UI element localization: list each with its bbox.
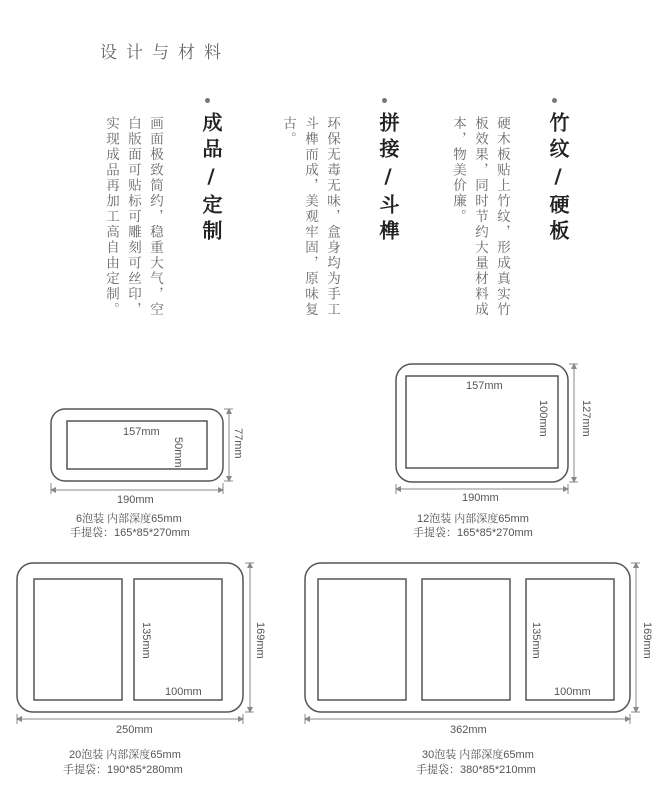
box-30-caption-bag: 手提袋：380*85*210mm	[416, 764, 536, 776]
box-6-caption-bag: 手提袋：165*85*270mm	[70, 527, 190, 539]
box-20-pack-diagram	[17, 563, 254, 724]
box-20-inner-width-label: 100mm	[165, 686, 202, 698]
box-6-pack-diagram	[51, 409, 233, 494]
box-30-caption-depth: 30泡装 内部深度65mm	[422, 749, 534, 761]
feature-1-heading: 竹纹/硬板	[546, 112, 570, 246]
box-6-outer-width-label: 190mm	[117, 494, 154, 506]
feature-3-body: 画面极致简约，稳重大气，空白版面可贴标可雕刻可丝印，实现成品再加工高自由定制。	[103, 116, 163, 318]
box-6-outer	[51, 409, 223, 481]
box-30-inner-width-label: 100mm	[554, 686, 591, 698]
box-6-outer-height-label: 77mm	[232, 428, 244, 459]
feature-1-body: 硬木板贴上竹纹，形成真实竹板效果，同时节约大量材料成本，物美价廉。	[450, 116, 510, 318]
feature-3-heading: 成品/定制	[199, 112, 223, 246]
box-30-inner-height-label: 135mm	[530, 622, 542, 659]
box-20-outer	[17, 563, 243, 712]
box-30-outer-width-label: 362mm	[450, 724, 487, 736]
box-30-inner-left	[318, 579, 406, 700]
box-6-inner-height-label: 50mm	[172, 437, 184, 468]
box-20-outer-width-label: 250mm	[116, 724, 153, 736]
box-20-inner-height-label: 135mm	[140, 622, 152, 659]
box-6-inner-width-label: 157mm	[123, 426, 160, 438]
box-12-caption-depth: 12泡装 内部深度65mm	[417, 513, 529, 525]
box-12-outer-height-label: 127mm	[580, 400, 592, 437]
box-6-caption-depth: 6泡装 内部深度65mm	[76, 513, 182, 525]
box-12-caption-bag: 手提袋：165*85*270mm	[413, 527, 533, 539]
box-30-outer-height-label: 169mm	[641, 622, 653, 659]
box-20-caption-bag: 手提袋：190*85*280mm	[63, 764, 183, 776]
box-20-outer-height-label: 169mm	[254, 622, 266, 659]
box-12-outer-width-label: 190mm	[462, 492, 499, 504]
box-20-inner-left	[34, 579, 122, 700]
box-12-inner-height-label: 100mm	[537, 400, 549, 437]
box-30-pack-diagram	[305, 563, 640, 724]
box-30-inner-middle	[422, 579, 510, 700]
box-20-caption-depth: 20泡装 内部深度65mm	[69, 749, 181, 761]
feature-2-body: 环保无毒无味，盒身均为手工斗榫而成，美观牢固，原味复古。	[280, 116, 340, 318]
box-12-inner-width-label: 157mm	[466, 380, 503, 392]
feature-2-heading: 拼接/斗榫	[376, 112, 400, 246]
section-title: 设计与材料	[100, 43, 230, 63]
